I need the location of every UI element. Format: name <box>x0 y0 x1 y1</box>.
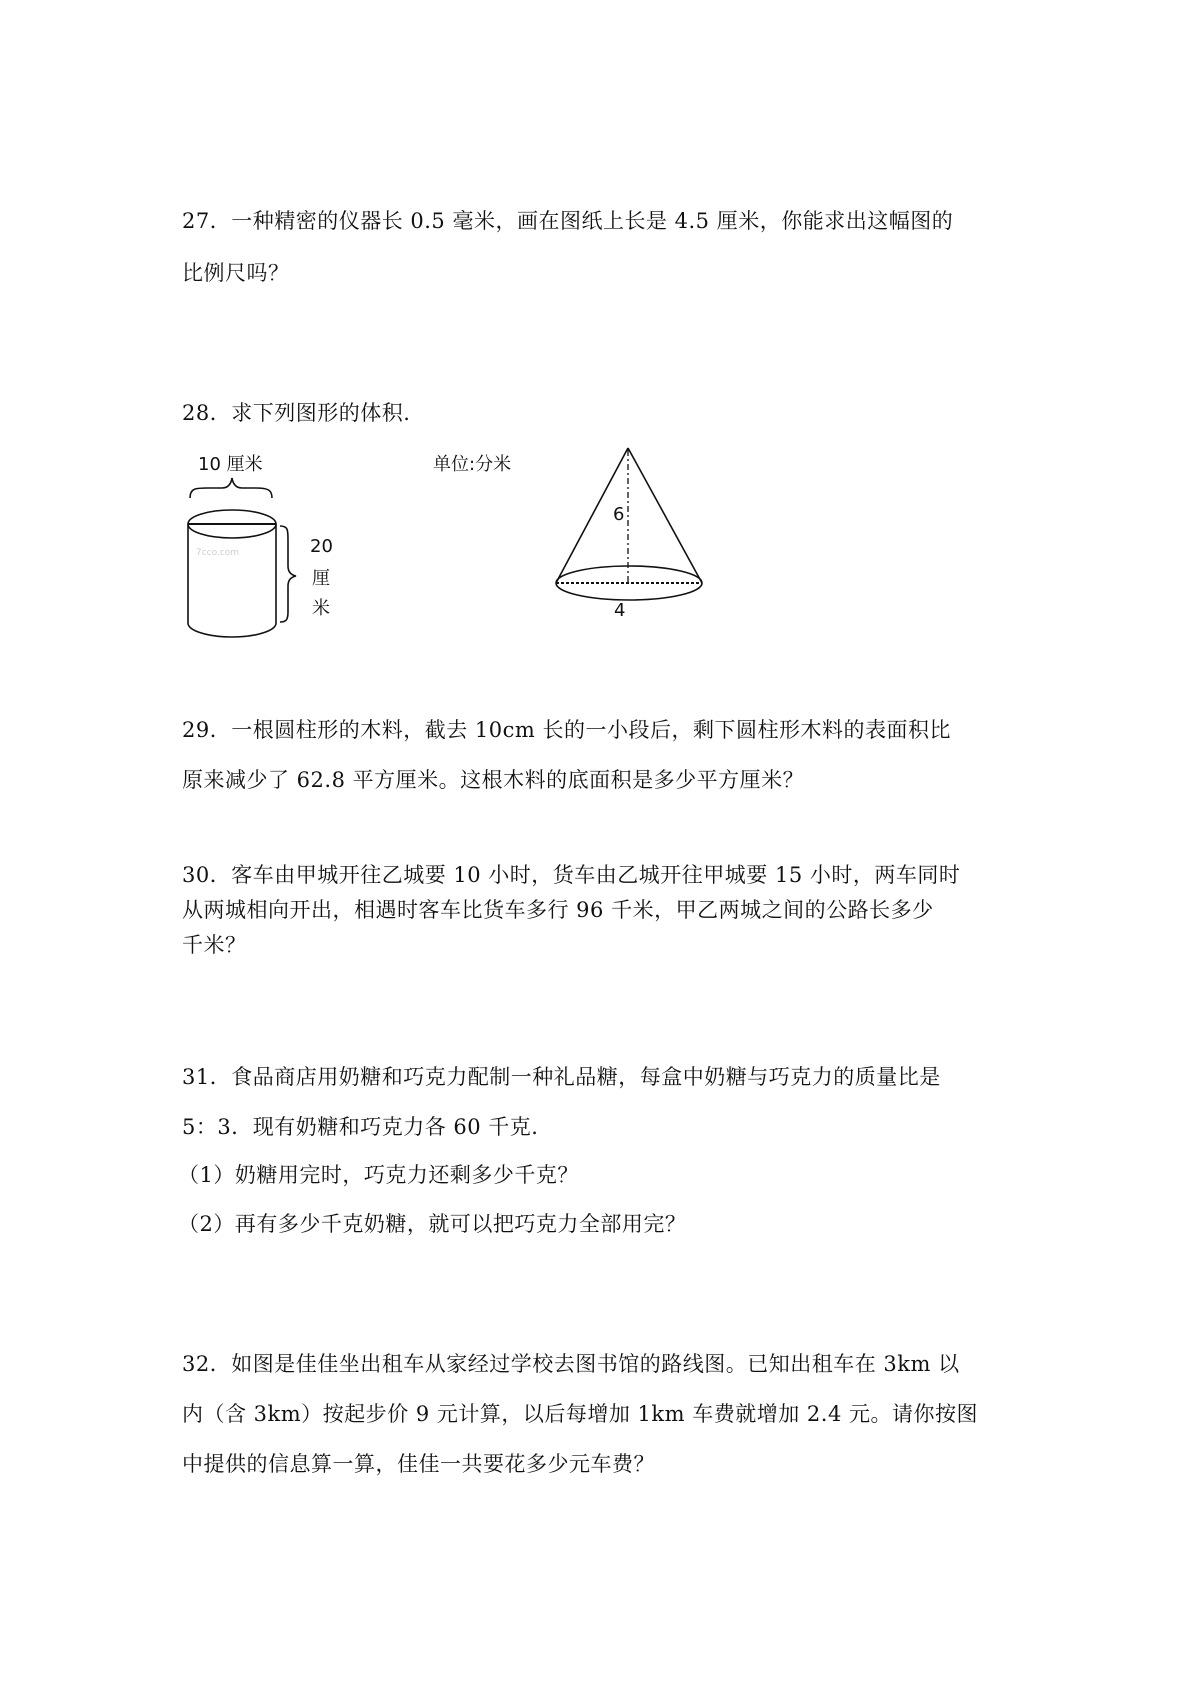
cylinder-diameter-label: 10 厘米 <box>198 454 263 475</box>
cone-height-label: 6 <box>613 504 625 525</box>
q32-line-2: 内（含 3km）按起步价 9 元计算，以后每增加 1km 车费就增加 2.4 元。请你按图 <box>182 1402 978 1426</box>
q29-line-2: 原来减少了 62.8 平方厘米。这根木料的底面积是多少平方厘米？ <box>182 768 805 792</box>
q32-line-3: 中提供的信息算一算，佳佳一共要花多少元车费？ <box>182 1452 655 1476</box>
q30-line-3: 千米？ <box>182 933 247 957</box>
q31-subquestion-1: （1）奶糖用完时，巧克力还剩多少千克？ <box>178 1163 579 1187</box>
cylinder-height-number: 20 <box>310 536 333 557</box>
cone-figure <box>556 448 702 600</box>
q31-subquestion-2: （2）再有多少千克奶糖，就可以把巧克力全部用完？ <box>178 1212 687 1236</box>
cylinder-watermark: 7cco.com <box>196 548 240 558</box>
q29-line-1: 29．一根圆柱形的木料，截去 10cm 长的一小段后，剩下圆柱形木料的表面积比 <box>182 718 951 742</box>
q27-line-1: 27．一种精密的仪器长 0.5 毫米，画在图纸上长是 4.5 厘米，你能求出这幅图的 <box>182 209 954 233</box>
q31-line-1: 31．食品商店用奶糖和巧克力配制一种礼品糖，每盒中奶糖与巧克力的质量比是 <box>182 1065 941 1089</box>
q32-line-1: 32．如图是佳佳坐出租车从家经过学校去图书馆的路线图。已知出租车在 3km 以 <box>182 1352 960 1376</box>
q27-line-2: 比例尺吗？ <box>182 261 290 285</box>
cone-right-slant <box>628 448 702 583</box>
cylinder-bottom <box>188 623 276 637</box>
q30-line-2: 从两城相向开出，相遇时客车比货车多行 96 千米，甲乙两城之间的公路长多少 <box>182 898 934 922</box>
height-brace <box>280 526 296 622</box>
q28-line-1: 28．求下列图形的体积. <box>182 401 411 425</box>
cone-diameter-label: 4 <box>614 600 626 621</box>
diameter-brace <box>190 478 272 498</box>
q30-line-1: 30．客车由甲城开往乙城要 10 小时，货车由乙城开往甲城要 15 小时，两车同时 <box>182 863 961 887</box>
cylinder-height-unit-1: 厘 <box>312 568 330 589</box>
cone-unit-label: 单位:分米 <box>433 454 512 475</box>
q31-line-2: 5：3．现有奶糖和巧克力各 60 千克. <box>182 1115 539 1139</box>
cylinder-height-unit-2: 米 <box>312 598 330 619</box>
